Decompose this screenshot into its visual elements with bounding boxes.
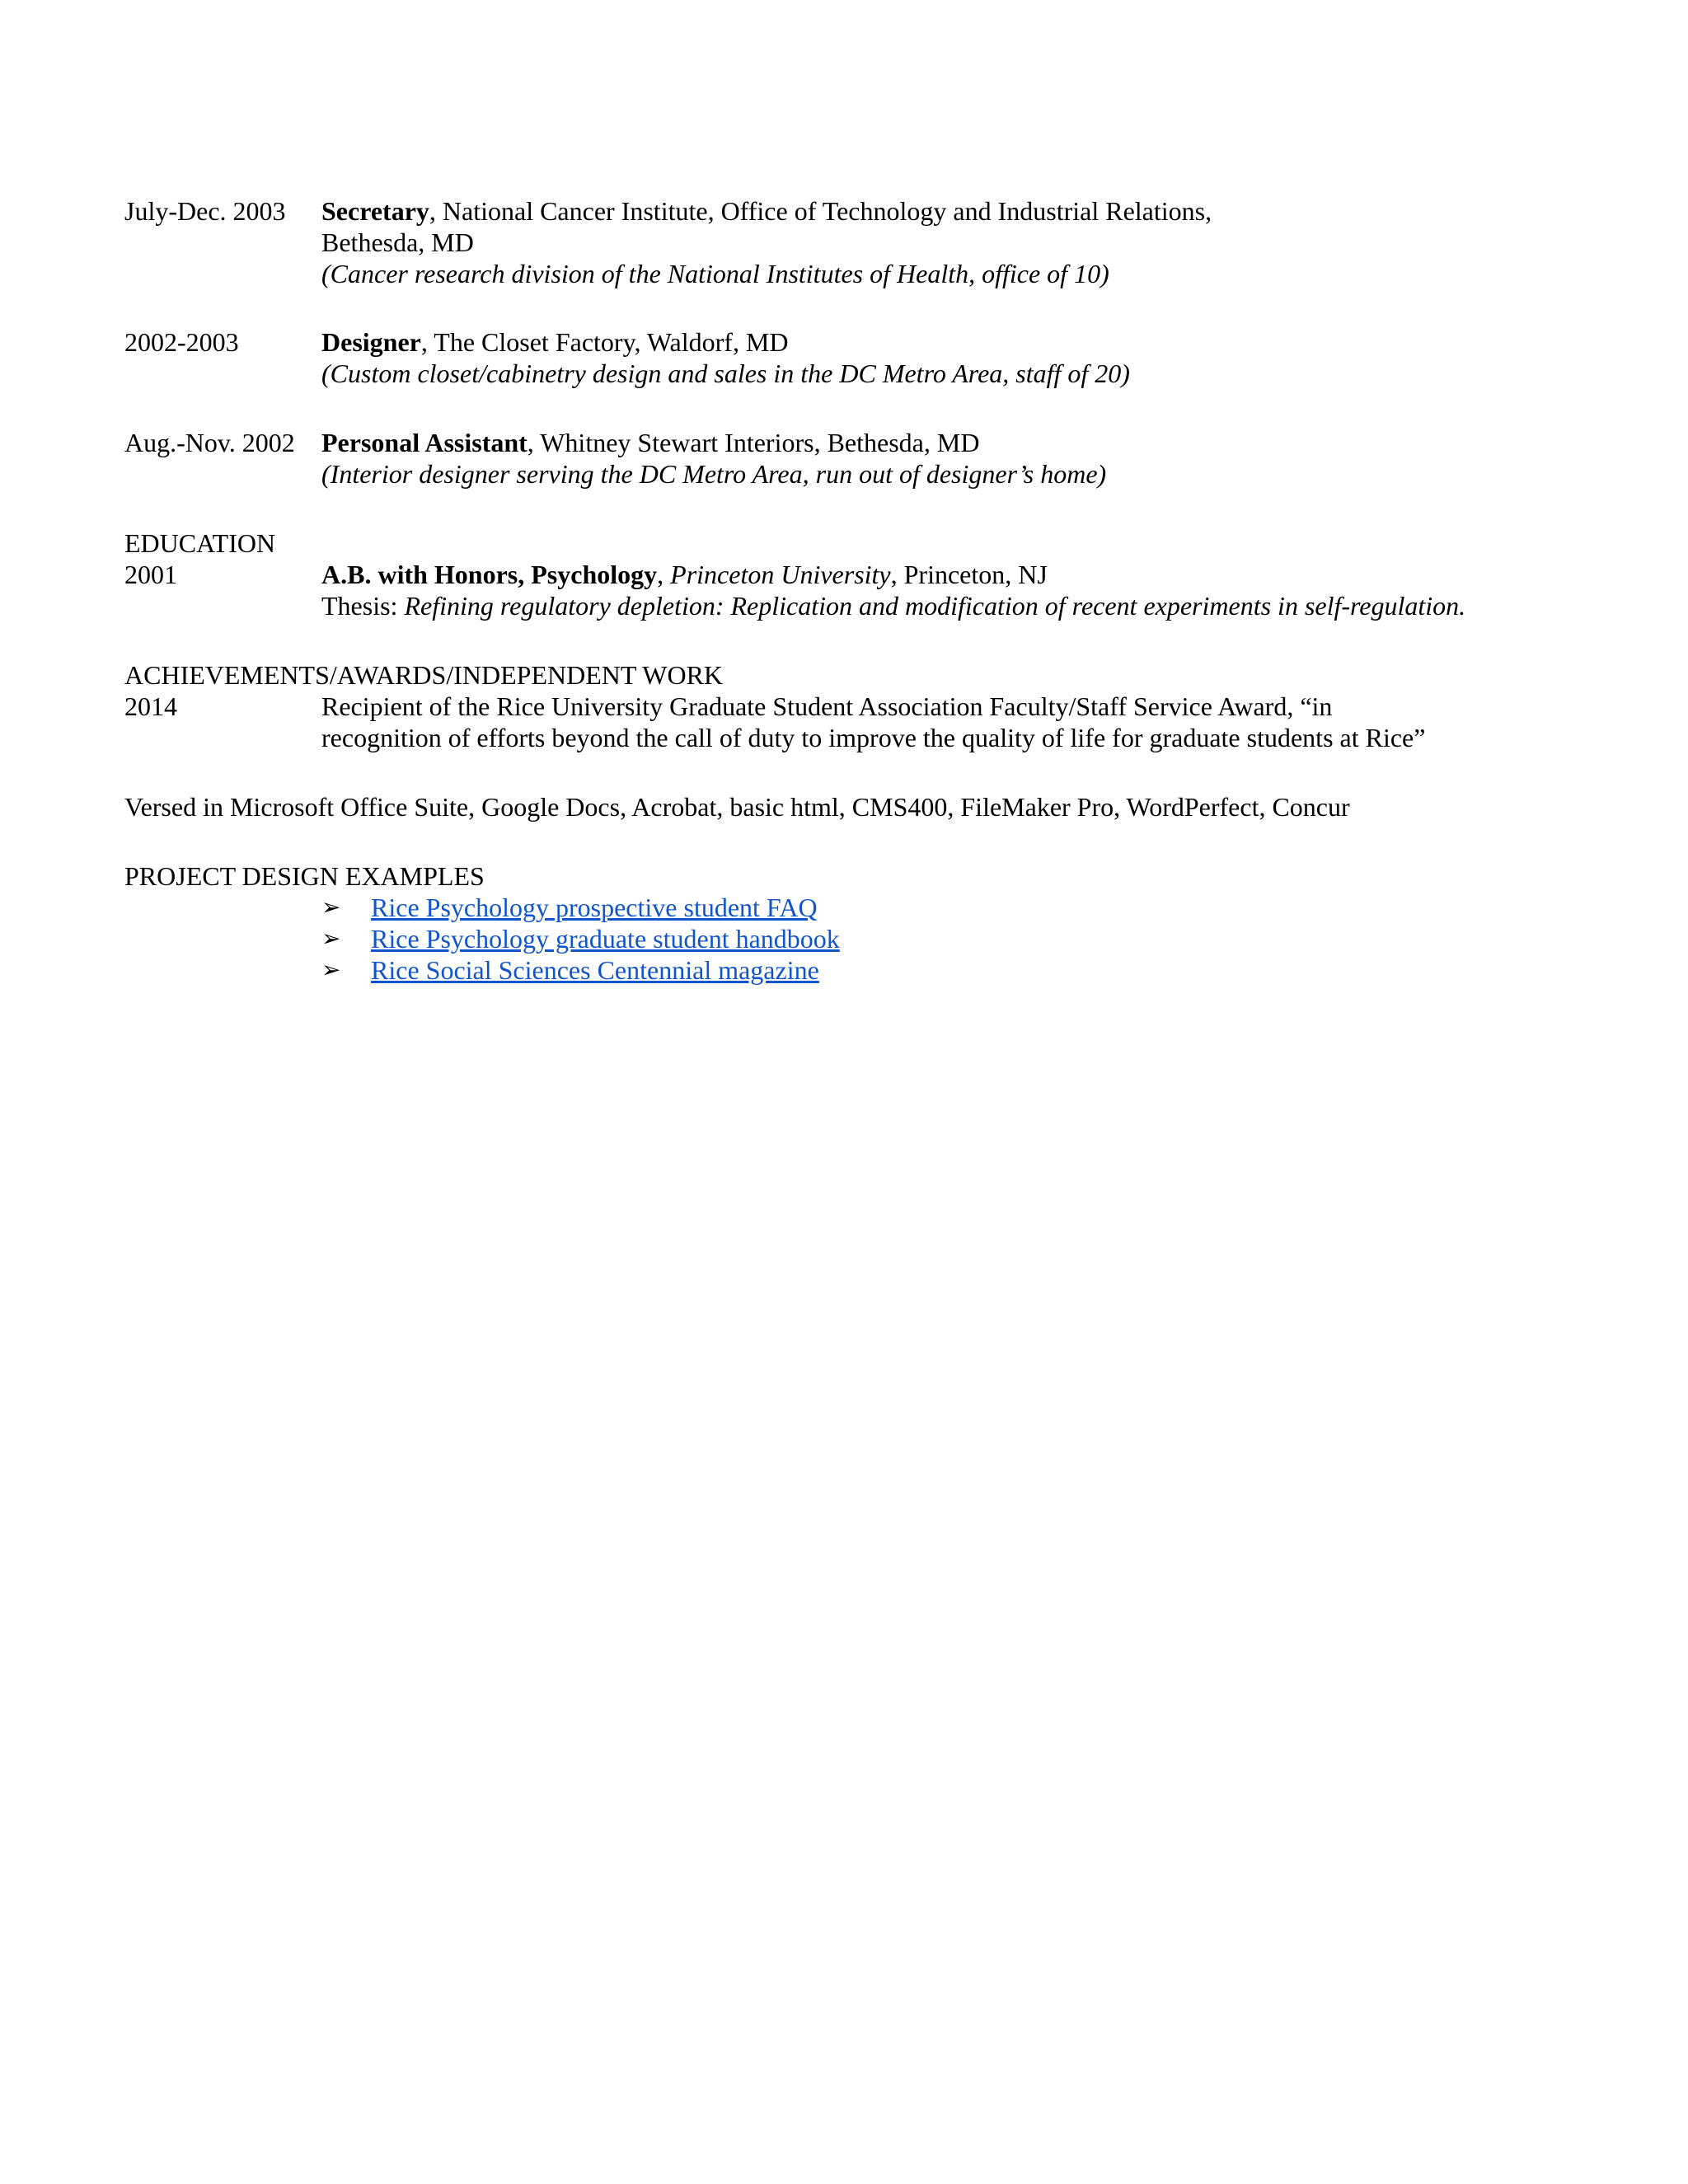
achievement-line-1: Recipient of the Rice University Graduate Student Association Faculty/Staff Service Award, “in: [321, 691, 1333, 721]
school-location: , Princeton, NJ: [890, 560, 1048, 589]
job-date: Aug.-Nov. 2002: [124, 428, 295, 457]
job-entry: [124, 195, 1575, 289]
thesis-label: Thesis:: [321, 591, 405, 621]
job-description: (Custom closet/cabinetry design and sales in the DC Metro Area, staff of 20): [321, 359, 1130, 388]
job-date: 2002-2003: [124, 327, 239, 357]
achievement-date: 2014: [124, 691, 177, 721]
resume-page: [124, 195, 1575, 986]
thesis-title: Refining regulatory depletion: Replication and modification of recent experiments in self-regulation.: [404, 591, 1466, 621]
job-title: Secretary: [321, 196, 429, 226]
job-title-line: [321, 427, 1575, 458]
job-org: , The Closet Factory, Waldorf, MD: [420, 327, 789, 357]
achievement-line-2: recognition of efforts beyond the call of duty to improve the quality of life for graduate students at Rice”: [321, 723, 1426, 752]
list-item: [321, 892, 1575, 923]
job-location: Bethesda, MD: [321, 227, 474, 257]
arrow-bullet-icon: ➢: [321, 893, 341, 921]
job-title-line: [321, 326, 1575, 358]
education-date: 2001: [124, 560, 177, 589]
job-entry: [124, 326, 1575, 389]
degree: A.B. with Honors, Psychology: [321, 560, 658, 589]
job-title: Personal Assistant: [321, 428, 528, 457]
degree-separator: ,: [657, 560, 671, 589]
spacer: [124, 823, 1575, 860]
job-title: Designer: [321, 327, 421, 357]
spacer: [124, 289, 1575, 326]
education-heading: EDUCATION: [124, 528, 276, 558]
job-title-line: [321, 195, 1575, 227]
job-details: [321, 326, 1575, 389]
link-graduate-student-handbook[interactable]: Rice Psychology graduate student handbook: [371, 924, 840, 954]
job-details: [321, 427, 1575, 490]
school-name: Princeton University: [670, 560, 891, 589]
achievements-heading: ACHIEVEMENTS/AWARDS/INDEPENDENT WORK: [124, 660, 724, 690]
achievement-entry: [124, 691, 1575, 753]
project-links-list: [124, 892, 1575, 986]
arrow-bullet-icon: ➢: [321, 956, 341, 983]
job-org: , Whitney Stewart Interiors, Bethesda, MD: [527, 428, 980, 457]
list-item: [321, 923, 1575, 954]
achievement-details: [321, 691, 1575, 753]
job-details: [321, 195, 1575, 289]
job-entry: [124, 427, 1575, 490]
thesis-line: [321, 590, 1575, 621]
education-details: [321, 559, 1575, 621]
job-description: (Cancer research division of the National Institutes of Health, office of 10): [321, 259, 1109, 288]
list-item: [321, 954, 1575, 986]
projects-heading: PROJECT DESIGN EXAMPLES: [124, 861, 485, 891]
job-date: July-Dec. 2003: [124, 196, 286, 226]
skills-text: Versed in Microsoft Office Suite, Google Docs, Acrobat, basic html, CMS400, FileMaker Pro, WordPerfect, Concur: [124, 792, 1350, 822]
education-entry: [124, 559, 1575, 621]
link-centennial-magazine[interactable]: Rice Social Sciences Centennial magazine: [371, 955, 819, 985]
degree-line: [321, 559, 1575, 590]
job-description: (Interior designer serving the DC Metro Area, run out of designer’s home): [321, 459, 1107, 489]
spacer: [124, 621, 1575, 659]
spacer: [124, 389, 1575, 427]
spacer: [124, 490, 1575, 527]
spacer: [124, 753, 1575, 791]
arrow-bullet-icon: ➢: [321, 925, 341, 952]
link-prospective-student-faq[interactable]: Rice Psychology prospective student FAQ: [371, 893, 818, 922]
job-org: , National Cancer Institute, Office of Technology and Industrial Relations,: [429, 196, 1212, 226]
